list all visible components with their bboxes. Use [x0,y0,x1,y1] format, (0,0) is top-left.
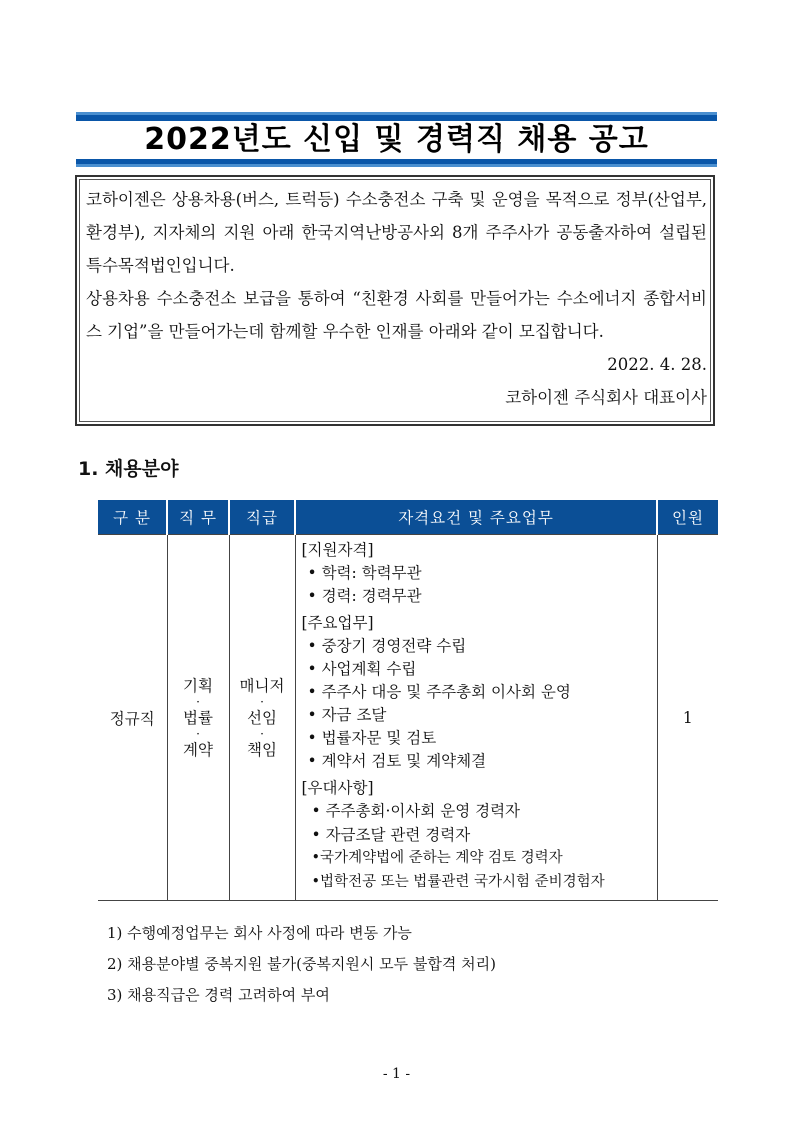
recruitment-table [98,500,718,901]
grade-lead: 책임 [247,740,277,759]
page-number: - 1 - [382,1066,411,1082]
grade-separator: · [260,726,264,741]
list-item: • 법률자문 및 검토 [307,729,437,747]
list-item: •법학전공 또는 법률관련 국가시험 준비경험자 [311,873,605,890]
note-item: 2) 채용분야별 중복지원 불가(중복지원시 모두 불합격 처리) [107,955,496,973]
note-item: 3) 채용직급은 경력 고려하여 부여 [107,986,330,1004]
grade-senior: 선임 [247,708,277,727]
note-item: 1) 수행예정업무는 회사 사정에 따라 변동 가능 [107,924,412,942]
section-title-hiring-field: 1. 채용분야 [78,458,179,480]
list-item: • 계약서 검토 및 계약체결 [307,752,487,770]
announcement-date: 2022. 4. 28. [607,355,707,374]
cell-category: 정규직 [109,709,155,728]
job-separator: · [196,726,200,741]
job-contract: 계약 [183,740,213,759]
grade-manager: 매니저 [239,676,285,695]
header-requirements: 자격요건 및 주요업무 [295,500,657,535]
cell-job [167,535,229,901]
table-header-row [98,500,718,535]
qualification-heading: [지원자격] [301,541,374,559]
preference-heading: [우대사항] [301,779,374,797]
list-item: • 주주사 대응 및 주주총회 이사회 운영 [307,683,571,701]
header-category: 구 분 [98,500,167,535]
list-item: • 자금조달 관련 경력자 [311,825,471,844]
list-item: •국가계약법에 준하는 계약 검토 경력자 [311,850,563,866]
header-job: 직 무 [167,500,229,535]
header-headcount: 인원 [657,500,718,535]
notes-list [107,918,496,1011]
job-planning: 기획 [183,676,213,695]
table-row [98,535,718,901]
job-separator: · [196,694,200,709]
list-item: • 학력: 학력무관 [307,564,422,582]
header-grade: 직급 [229,500,295,535]
list-item: • 자금 조달 [307,706,387,724]
page-title: 2022년도 신입 및 경력직 채용 공고 [144,122,649,157]
cell-grade [229,535,295,901]
job-legal: 법률 [183,708,213,727]
signature: 코하이젠 주식회사 대표이사 [505,388,707,407]
list-item: • 중장기 경영전략 수립 [307,637,467,655]
cell-requirements [295,535,657,901]
intro-paragraph-2: 상용차용 수소충전소 보급을 통하여 “친환경 사회를 만들어가는 수소에너지 종합서비스 기업”을 만들어가는데 함께할 우수한 인재를 아래와 같이 모집합니다. [86,289,707,341]
title-bar-bottom [76,159,717,167]
grade-separator: · [260,694,264,709]
duties-heading: [주요업무] [301,614,374,632]
intro-paragraph-1: 코하이젠은 상용차용(버스, 트럭등) 수소충전소 구축 및 운영을 목적으로 정부(산업부, 환경부), 지자체의 지원 아래 한국지역난방공사외 8개 주주사가 공동출자하여 설립된 특수목적법인입니다. [86,190,707,275]
list-item: • 주주총회·이사회 운영 경력자 [311,802,521,820]
list-item: • 경력: 경력무관 [307,587,422,605]
cell-headcount: 1 [657,535,718,901]
list-item: • 사업계획 수립 [307,660,417,678]
intro-box [75,175,715,426]
